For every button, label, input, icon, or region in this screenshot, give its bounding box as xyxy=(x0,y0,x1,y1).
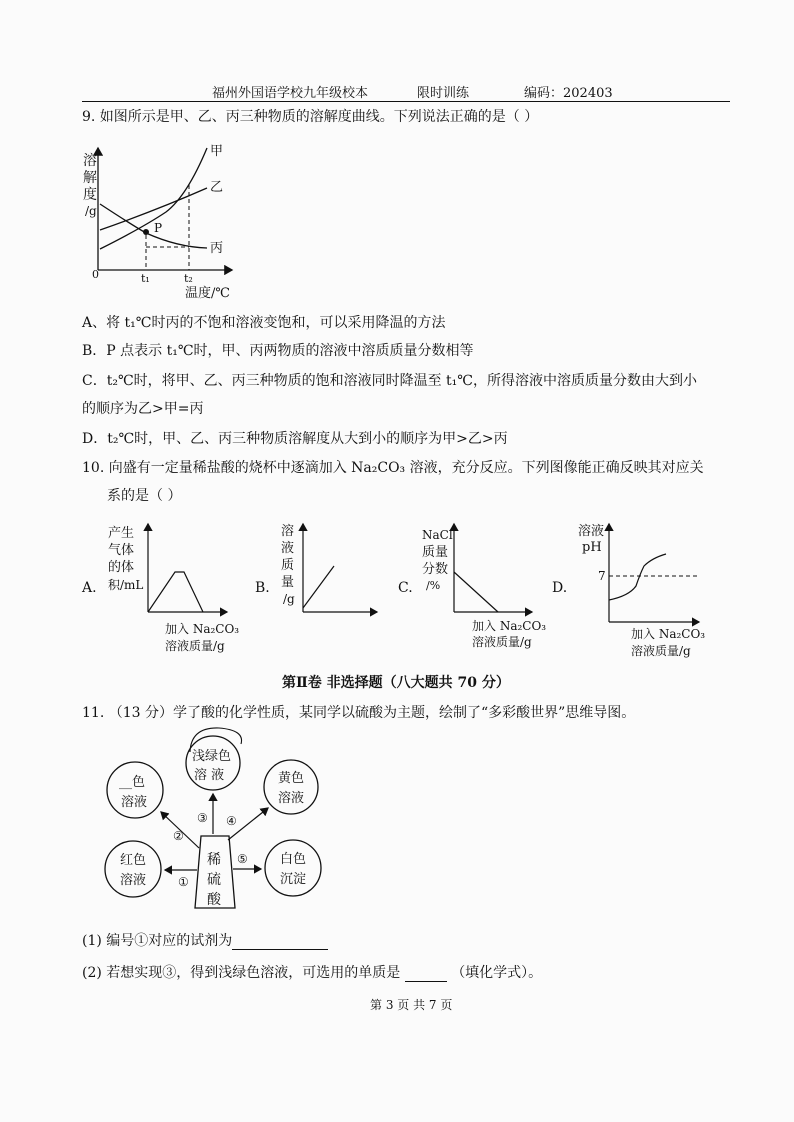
node-top-right-line2: 溶液 xyxy=(278,791,305,806)
q10-letter-d: D. xyxy=(552,580,568,596)
label-num-4: ④ xyxy=(226,814,237,828)
node-left xyxy=(105,841,161,897)
q9-stem: 9. 如图所示是甲、乙、丙三种物质的溶解度曲线。下列说法正确的是（ ） xyxy=(82,109,539,125)
q11-sub1 xyxy=(82,930,328,950)
q11-sub1-text: (1) 编号①对应的试剂为 xyxy=(82,933,233,949)
q9-solubility-graph xyxy=(82,140,257,300)
header-training: 限时训练 xyxy=(417,86,470,101)
d-curve xyxy=(609,554,666,600)
a-curve xyxy=(148,572,203,612)
t1-label: t₁ xyxy=(141,272,150,285)
a-y-label-4: 积/mL xyxy=(108,578,144,592)
q9-option-c: C．t₂℃时，将甲、乙、丙三种物质的饱和溶液同时降温至 t₁℃，所得溶液中溶质质量分数由大到小 xyxy=(82,373,697,389)
label-num-2: ② xyxy=(173,829,184,843)
b-y-label-3: 质 xyxy=(281,558,295,573)
point-p xyxy=(143,229,149,235)
d-tick-7: 7 xyxy=(598,569,606,583)
q11-mind-map xyxy=(95,722,345,922)
label-yi: 乙 xyxy=(210,180,224,195)
node-top-mid-line1: 浅绿色 xyxy=(192,749,232,764)
p-label: P xyxy=(154,221,163,235)
a-y-label-2: 气体 xyxy=(108,543,135,558)
node-right-line1: 白色 xyxy=(280,852,307,867)
y-label-4: /g xyxy=(85,204,97,218)
q11-stem: 11. （13 分）学了酸的化学性质，某同学以硫酸为主题，绘制了“多彩酸世界”思维导图。 xyxy=(82,705,636,721)
q11-sub2-answer-blank[interactable] xyxy=(405,965,447,982)
label-jia: 甲 xyxy=(210,144,224,159)
d-y-label-2: pH xyxy=(582,540,602,555)
node-top-right-line1: 黄色 xyxy=(278,771,305,786)
c-curve xyxy=(454,572,498,612)
q9-option-c-cont: 的顺序为乙>甲=丙 xyxy=(82,401,204,417)
node-right-line2: 沉淀 xyxy=(280,872,307,887)
q10-letter-a: A. xyxy=(82,580,97,596)
q11-sub1-answer-blank[interactable] xyxy=(232,933,328,950)
a-y-label-3: 的体 xyxy=(108,560,135,575)
q9-option-d: D．t₂℃时，甲、乙、丙三种物质溶解度从大到小的顺序为甲>乙>丙 xyxy=(82,431,508,447)
label-bing: 丙 xyxy=(210,241,224,256)
q10-letter-c: C. xyxy=(398,580,413,596)
c-y-label-2: 质量 xyxy=(422,545,449,560)
q11-sub2 xyxy=(82,962,542,982)
page-footer: 第 3 页 共 7 页 xyxy=(370,998,453,1012)
b-y-label-5: /g xyxy=(283,592,295,606)
center-char-1: 稀 xyxy=(207,852,221,868)
a-x-label-1: 加入 Na₂CO₃ xyxy=(165,622,240,636)
q11-sub2-tail: （填化学式）。 xyxy=(451,965,543,981)
center-char-3: 酸 xyxy=(207,892,221,908)
b-y-label-1: 溶 xyxy=(281,524,295,539)
q10-graph-b xyxy=(277,518,417,658)
d-x-label-2: 溶液质量/g xyxy=(631,644,691,658)
node-left-line1: 红色 xyxy=(120,853,147,868)
d-y-label-1: 溶液 xyxy=(578,524,605,539)
q10-graph-c xyxy=(420,518,570,658)
header-code: 编码：202403 xyxy=(524,86,613,101)
x-axis-label: 温度/℃ xyxy=(185,286,230,301)
node-top-mid-line2: 溶 液 xyxy=(194,768,225,783)
b-y-label-4: 量 xyxy=(281,575,295,590)
q10-graph-a xyxy=(105,518,255,658)
a-y-label-1: 产生 xyxy=(108,526,135,541)
node-top-left-line2: 溶液 xyxy=(121,795,148,810)
label-num-3: ③ xyxy=(197,811,208,825)
q9-option-b: B．P 点表示 t₁℃时，甲、丙两物质的溶液中溶质质量分数相等 xyxy=(82,343,474,359)
node-top-left-line1: __色 xyxy=(119,775,146,790)
q10-stem-line2: 系的是（ ） xyxy=(107,488,182,504)
q11-sub2-text: (2) 若想实现③，得到浅绿色溶液，可选用的单质是 xyxy=(82,965,401,981)
y-label-3: 度 xyxy=(83,187,97,203)
c-x-label-1: 加入 Na₂CO₃ xyxy=(472,619,547,633)
q10-letter-b: B. xyxy=(255,580,270,596)
q10-graph-d xyxy=(574,518,724,663)
q9-option-a: A、将 t₁℃时丙的不饱和溶液变饱和，可以采用降温的方法 xyxy=(82,315,446,331)
c-y-label-1: NaCl xyxy=(422,528,453,542)
header-school: 福州外国语学校九年级校本 xyxy=(212,86,369,101)
y-label-2: 解 xyxy=(83,170,97,186)
b-y-label-2: 液 xyxy=(281,541,295,556)
c-x-label-2: 溶液质量/g xyxy=(472,635,532,649)
center-char-2: 硫 xyxy=(207,872,221,888)
q10-stem-line1: 10. 向盛有一定量稀盐酸的烧杯中逐滴加入 Na₂CO₃ 溶液，充分反应。下列图像能正确反映其对应关 xyxy=(82,460,704,476)
node-right xyxy=(265,840,321,896)
node-left-line2: 溶液 xyxy=(120,873,147,888)
y-label-1: 溶 xyxy=(83,153,97,169)
section-2-title: 第Ⅱ卷 非选择题（八大题共 70 分） xyxy=(282,675,510,691)
c-y-label-3: 分数 xyxy=(422,562,449,577)
d-x-label-1: 加入 Na₂CO₃ xyxy=(631,627,706,641)
a-x-label-2: 溶液质量/g xyxy=(165,639,225,653)
label-num-5: ⑤ xyxy=(237,852,248,866)
b-curve xyxy=(303,566,334,608)
t2-label: t₂ xyxy=(184,272,193,285)
origin-label: 0 xyxy=(92,268,99,281)
header-rule xyxy=(82,101,730,102)
label-num-1: ① xyxy=(178,875,189,889)
c-y-label-4: /% xyxy=(426,579,441,592)
